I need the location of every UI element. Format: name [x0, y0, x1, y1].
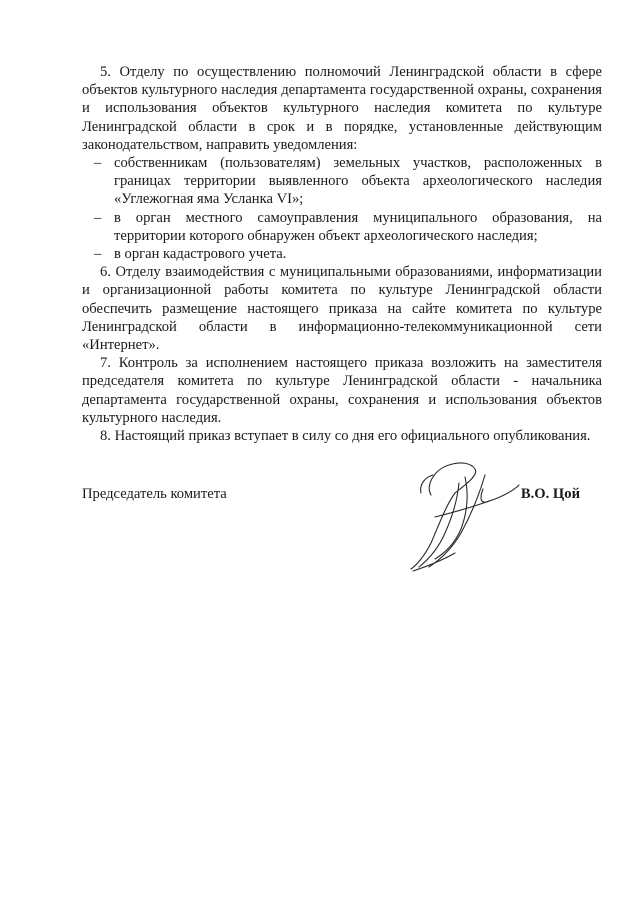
list-item-text: собственникам (пользователям) земельных участков, расположенных в границах территории выявленного объекта археологического наследия «Углежогная яма Усланка VI»; [114, 155, 602, 208]
bullet-dash: – [94, 246, 102, 263]
signatory-name: В.О. Цой [520, 486, 580, 502]
bullet-dash: – [94, 155, 102, 172]
paragraph-7: 7. Контроль за исполнением настоящего приказа возложить на заместителя председателя комитета по культуре Ленинградской области - начальника департамента государственной охраны, сохранения и использования объектов культурного наследия. [82, 355, 602, 426]
list-item-text: в орган местного самоуправления муниципального образования, на территории которого обнаружен объект археологического наследия; [114, 209, 602, 244]
list-item [82, 209, 602, 245]
handwritten-signature [395, 455, 525, 575]
signatory-title: Председатель комитета [82, 486, 227, 502]
bullet-dash: – [94, 209, 102, 226]
paragraph-5: 5. Отделу по осуществлению полномочий Ленинградской области в сфере объектов культурного наследия департамента государственной охраны, сохранения и использования объектов культурного наследия комитета по культуре Ленинградской области в срок и в порядке, установленные действующим законодательством, направить уведомления: [82, 64, 602, 153]
list-item [82, 245, 602, 263]
list-item-text: в орган кадастрового учета. [114, 246, 287, 263]
paragraph-6: 6. Отделу взаимодействия с муниципальными образованиями, информатизации и организационной работы комитета по культуре Ленинградской области обеспечить размещение настоящего приказа на сайте комитета по культуре Ленинградской области в информационно-телекоммуникационной сети «Интернет». [82, 264, 602, 354]
list-item [82, 154, 602, 209]
paragraph-8: 8. Настоящий приказ вступает в силу со дня его официального опубликования. [100, 428, 591, 445]
document-body [82, 63, 602, 445]
